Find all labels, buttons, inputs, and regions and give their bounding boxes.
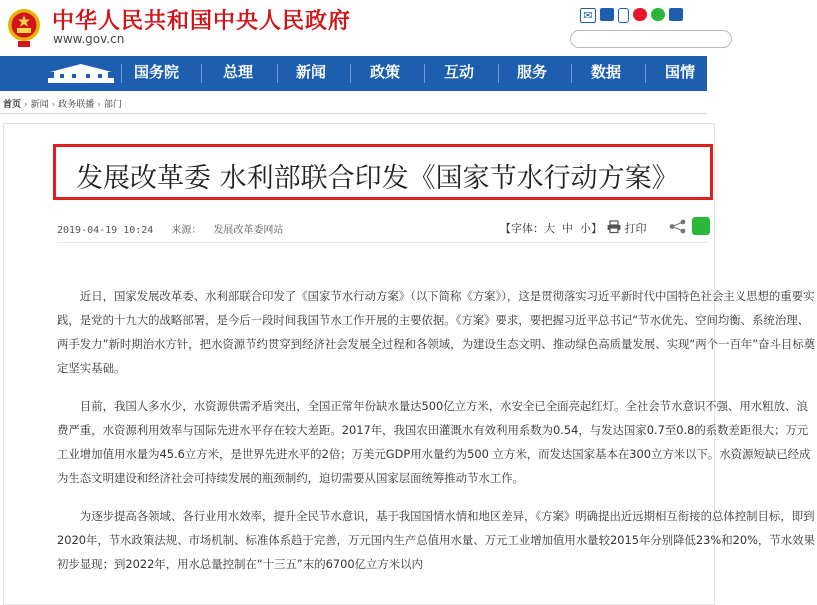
print-label: 打印	[624, 222, 647, 235]
font-medium-button[interactable]: 中	[562, 222, 573, 235]
mail-icon[interactable]: ✉	[580, 8, 596, 23]
nav-item-news[interactable]: 新闻	[296, 63, 327, 81]
article-paragraph: 近日，国家发展改革委、水利部联合印发了《国家节水行动方案》（以下简称《方案》），这是贯彻落实习近平新时代中国特色社会主义思想的重要实践，是党的十九大的战略部署，是今后一段时间我国节水工作开展的主要依据。《方案》要求，要把握习近平总书记“节水优先、空间均衡、系统治理、两手发力”新时期治水方针，把水资源节约贯穿到经济社会发展全过程和各领域，为建设生态文明、推动绿色高质量发展、实现“两个一百年”奋斗目标奠定坚实基础。	[57, 289, 816, 375]
nav-item-premier[interactable]: 总理	[223, 63, 254, 81]
printer-icon	[607, 221, 621, 233]
nav-divider	[571, 64, 572, 83]
breadcrumb	[3, 97, 122, 110]
nav-item-policy[interactable]: 政策	[370, 63, 401, 81]
nav-item-data[interactable]: 数据	[591, 63, 622, 81]
social-links	[580, 8, 683, 23]
article-body	[57, 284, 817, 590]
site-header	[0, 0, 707, 56]
font-size-switcher	[500, 220, 602, 236]
english-icon[interactable]	[669, 8, 683, 21]
font-small-button[interactable]: 小】	[580, 222, 602, 235]
nav-item-national-profile[interactable]: 国情	[665, 63, 696, 81]
article-paragraph: 为逐步提高各领域、各行业用水效率，提升全民节水意识，基于我国国情水情和地区差异，《方案》明确提出近远期相互衔接的总体控制目标，即到2020年，节水政策法规、市场机制、标准体系趋于完善，万元国内生产总值用水量、万元工业增加值用水量较2015年分别降低23%和20%，节水效果初步显现；到2022年，用水总量控制在“十三五”末的6700亿立方米以内	[57, 509, 815, 571]
article-title-box	[53, 144, 713, 200]
publish-date: 2019-04-19 10:24	[57, 225, 154, 236]
breadcrumb-home[interactable]: 首页	[3, 100, 22, 110]
font-size-label: 【字体：	[500, 222, 544, 235]
breadcrumb-separator: ›	[97, 100, 101, 110]
meta-divider	[57, 242, 707, 243]
nav-divider	[424, 64, 425, 83]
source-name: 发展改革委网站	[213, 225, 284, 236]
mobile-icon[interactable]	[618, 8, 629, 23]
breadcrumb-divider	[0, 113, 707, 114]
tiananmen-home-icon[interactable]	[46, 61, 116, 85]
nav-divider	[121, 64, 122, 83]
national-emblem-icon[interactable]	[6, 5, 42, 49]
subscribe-icon[interactable]	[600, 8, 614, 21]
nav-divider	[645, 64, 646, 83]
article-paragraph: 目前，我国人多水少，水资源供需矛盾突出，全国正常年份缺水量达500亿立方米，水安全已全面亮起红灯。全社会节水意识不强、用水粗放、浪费严重，水资源利用效率与国际先进水平存在较大差距。2017年，我国农田灌溉水有效利用系数为0.54，与发达国家0.7至0.8的系数差距很大；万元工业增加值用水量为45.6立方米，是世界先进水平的2倍；万美元GDP用水量约为500 立方米，而发达国家基本在300立方米以下。水资源短缺已经成为生态文明建设和经济社会可持续发展的瓶颈制约，迫切需要从国家层面统筹推动节水工作。	[57, 399, 811, 485]
wechat-icon[interactable]	[651, 8, 665, 21]
nav-item-interaction[interactable]: 互动	[444, 63, 475, 81]
breadcrumb-gov-affairs[interactable]: 政务联播	[58, 100, 95, 110]
source-label: 来源：	[171, 225, 202, 236]
nav-divider	[201, 64, 202, 83]
breadcrumb-separator: ›	[51, 100, 56, 110]
nav-divider	[277, 64, 278, 83]
nav-divider	[498, 64, 499, 83]
search-input[interactable]	[570, 30, 732, 48]
site-url[interactable]: www.gov.cn	[53, 32, 125, 46]
font-large-button[interactable]: 大	[544, 222, 555, 235]
weibo-icon[interactable]	[633, 8, 647, 21]
article-title: 发展改革委 水利部联合印发《国家节水行动方案》	[76, 163, 679, 194]
share-icon[interactable]	[667, 219, 689, 234]
nav-item-services[interactable]: 服务	[517, 63, 548, 81]
site-title[interactable]: 中华人民共和国中央人民政府	[52, 9, 352, 34]
breadcrumb-departments[interactable]: 部门	[103, 100, 122, 110]
print-button[interactable]	[607, 220, 647, 236]
main-nav	[0, 56, 707, 91]
wechat-share-icon[interactable]	[692, 217, 710, 235]
breadcrumb-separator: ›	[24, 100, 28, 110]
breadcrumb-news[interactable]: 新闻	[30, 100, 49, 110]
nav-divider	[350, 64, 351, 83]
nav-item-state-council[interactable]: 国务院	[134, 63, 180, 81]
article-meta	[57, 221, 283, 236]
